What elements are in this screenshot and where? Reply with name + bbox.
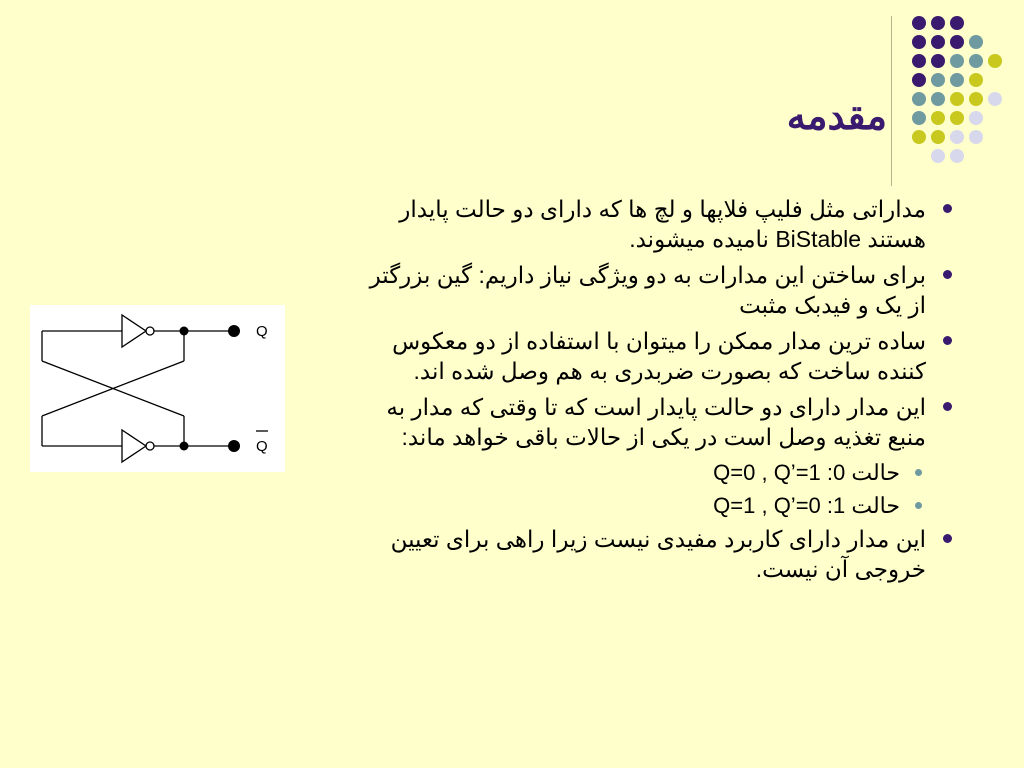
decorative-dot xyxy=(931,73,945,87)
decorative-dot xyxy=(969,111,983,125)
inverter-bottom xyxy=(122,430,146,462)
decorative-dot xyxy=(912,16,926,30)
decorative-dot xyxy=(912,35,926,49)
bullet-item xyxy=(352,326,952,386)
decorative-dot xyxy=(988,92,1002,106)
sub-bullet-item xyxy=(352,458,952,488)
bullet-item xyxy=(352,524,952,584)
decorative-dot xyxy=(950,73,964,87)
output-q-label: Q xyxy=(256,323,268,340)
decorative-dot xyxy=(950,111,964,125)
bullet-icon xyxy=(943,534,952,543)
circuit-svg xyxy=(30,305,285,472)
bullet-text: این مدار دارای کاربرد مفیدی نیست زیرا راهی برای تعیین خروجی آن نیست. xyxy=(390,526,926,582)
decorative-dot xyxy=(931,92,945,106)
bullet-icon xyxy=(943,204,952,213)
decorative-dot xyxy=(950,130,964,144)
decorative-dot xyxy=(912,111,926,125)
bullet-icon xyxy=(943,336,952,345)
slide-body xyxy=(352,194,952,590)
decorative-dot xyxy=(950,16,964,30)
bistable-circuit-diagram xyxy=(30,305,285,472)
bullet-text: مداراتی مثل فلیپ فلاپها و لچ ها که دارای دو حالت پایدار هستند BiStable نامیده میشوند. xyxy=(399,196,926,252)
decorative-dot xyxy=(931,35,945,49)
decorative-dot xyxy=(931,111,945,125)
bullet-item xyxy=(352,392,952,452)
slide-title: مقدمه xyxy=(786,96,887,138)
decorative-dot xyxy=(912,73,926,87)
bullet-icon xyxy=(943,270,952,279)
sub-bullet-text: حالت 1: Q=1 , Q’=0 xyxy=(713,493,900,518)
decorative-dot xyxy=(950,54,964,68)
decorative-dot xyxy=(912,92,926,106)
decorative-dot xyxy=(931,54,945,68)
sub-bullet-item xyxy=(352,491,952,521)
sub-bullet-icon xyxy=(915,502,922,509)
decorative-dot xyxy=(950,149,964,163)
output-terminal xyxy=(228,325,240,337)
inverter-top xyxy=(122,315,146,347)
bullet-text: این مدار دارای دو حالت پایدار است که تا وقتی که مدار به منبع تغذیه وصل است در یکی از حالات باقی خواهد ماند: xyxy=(386,394,926,450)
decorative-dot xyxy=(931,130,945,144)
bullet-item xyxy=(352,194,952,254)
decorative-dot xyxy=(931,149,945,163)
decorative-dot xyxy=(912,130,926,144)
sub-bullet-icon xyxy=(915,469,922,476)
decorative-dot xyxy=(969,73,983,87)
decorative-dot xyxy=(950,35,964,49)
decorative-dot xyxy=(912,54,926,68)
decorative-dot xyxy=(988,54,1002,68)
bullet-icon xyxy=(943,402,952,411)
bullet-text: ساده ترین مدار ممکن را میتوان با استفاده از دو معکوس کننده ساخت که بصورت ضربدری به هم وصل شده اند. xyxy=(392,328,926,384)
decorative-dot xyxy=(950,92,964,106)
decorative-dot xyxy=(931,16,945,30)
decorative-dot xyxy=(969,54,983,68)
decorative-dot xyxy=(969,35,983,49)
inverter-bubble xyxy=(146,442,154,450)
bullet-item xyxy=(352,260,952,320)
decorative-dot-grid xyxy=(900,14,1020,164)
sub-bullet-text: حالت 0: Q=0 , Q’=1 xyxy=(713,460,900,485)
divider-line xyxy=(891,16,892,186)
decorative-dot xyxy=(969,92,983,106)
decorative-dot xyxy=(969,130,983,144)
junction-dot xyxy=(180,442,189,451)
inverter-bubble xyxy=(146,327,154,335)
output-qbar-label: Q xyxy=(256,438,268,455)
output-terminal xyxy=(228,440,240,452)
bullet-text: برای ساختن این مدارات به دو ویژگی نیاز داریم: گین بزرگتر از یک و فیدبک مثبت xyxy=(369,262,926,318)
junction-dot xyxy=(180,327,189,336)
